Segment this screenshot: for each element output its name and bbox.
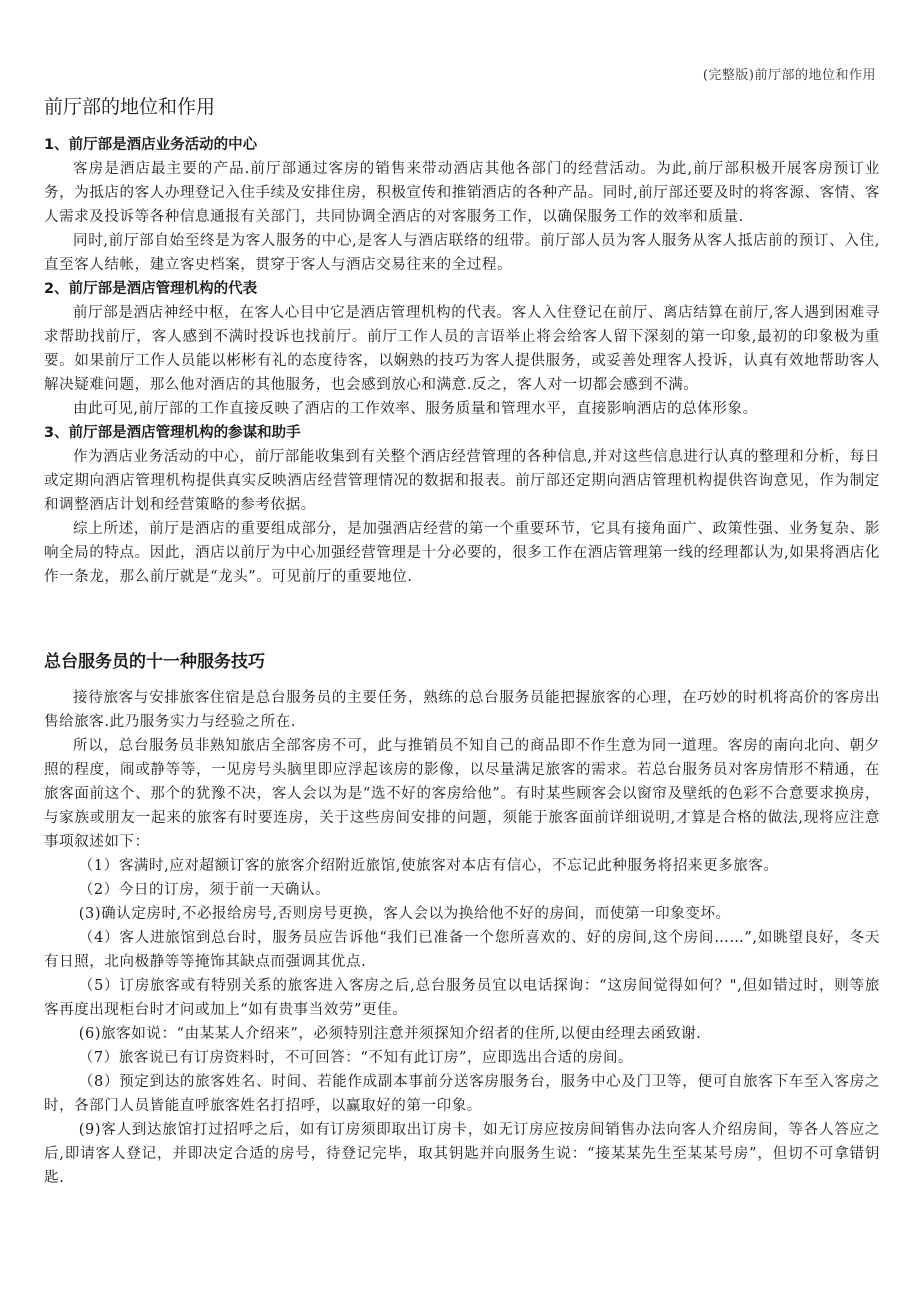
paragraph: 客房是酒店最主要的产品.前厅部通过客房的销售来带动酒店其他各部门的经营活动。为此,前厅部积极开展客房预订业务，为抵店的客人办理登记入住手续及安排住房，积极宣传和推销酒店的各种产品。同时,前厅部还要及时的将客源、客情、客人需求及投诉等各种信息通报有关部门，共同协调全酒店的对客服务工作，以确保服务工作的效率和质量. [44, 161, 880, 225]
section-2 [44, 277, 880, 421]
list-item: （2）今日的订房，须于前一天确认。 [78, 882, 331, 898]
paragraph: 同时,前厅部自始至终是为客人服务的中心,是客人与酒店联络的纽带。前厅部人员为客人服务从客人抵店前的预订、入住,直至客人结帐，建立客史档案，贯穿于客人与酒店交易往来的全过程。 [44, 233, 880, 273]
list-item: （7）旅客说已有订房资料时，不可回答：“不知有此订房”，应即选出合适的房间。 [78, 1050, 634, 1066]
list-item: （1）客满时,应对超额订客的旅客介绍附近旅馆,使旅客对本店有信心，不忘记此种服务将招来更多旅客。 [78, 858, 779, 874]
section-heading: 3、前厅部是酒店管理机构的参谋和助手 [44, 425, 301, 441]
list-item: （8）预定到达的旅客姓名、时间、若能作成副本事前分送客房服务台，服务中心及门卫等，便可自旅客下车至入客房之时，各部门人员皆能直呼旅客姓名打招呼，以赢取好的第一印象。 [44, 1074, 880, 1114]
document-body [44, 92, 880, 1190]
paragraph: 综上所述，前厅是酒店的重要组成部分，是加强酒店经营的第一个重要环节，它具有接角面广、政策性强、业务复杂、影响全局的特点。因此，酒店以前厅为中心加强经营管理是十分必要的，很多工作在酒店管理第一线的经理都认为,如果将酒店化作一条龙，那么前厅就是“龙头”。可见前厅的重要地位. [44, 521, 880, 585]
page-header: (完整版)前厅部的地位和作用 [702, 68, 876, 83]
section-heading: 1、前厅部是酒店业务活动的中心 [44, 137, 258, 153]
list-item: (6)旅客如说：“由某某人介绍来”，必须特别注意并须探知介绍者的住所,以便由经理去函致谢. [78, 1026, 702, 1042]
list-item: (9)客人到达旅馆打过招呼之后，如有订房须即取出订房卡，如无订房应按房间销售办法向客人介绍房间，等各人答应之后,即请客人登记，并即决定合适的房号，待登记完毕，取其钥匙并向服务生说：“接某某先生至某某号房”，但切不可拿错钥匙. [44, 1122, 880, 1186]
section-title-service-skills: 总台服务员的十一种服务技巧 [44, 652, 265, 672]
service-skills-section [44, 686, 880, 1190]
paragraph: 作为酒店业务活动的中心，前厅部能收集到有关整个酒店经营管理的各种信息,并对这些信息进行认真的整理和分析，每日或定期向酒店管理机构提供真实反映酒店经营管理情况的数据和报表。前厅部还定期向酒店管理机构提供咨询意见，作为制定和调整酒店计划和经营策略的参考依据。 [44, 449, 880, 513]
list-item: （5）订房旅客或有特别关系的旅客进入客房之后,总台服务员宜以电话探询：“这房间觉得如何？",但如错过时，则等旅客再度出现柜台时才问或加上“如有贵事当效劳”更佳。 [44, 978, 880, 1018]
document-title: 前厅部的地位和作用 [44, 96, 216, 118]
section-heading: 2、前厅部是酒店管理机构的代表 [44, 281, 258, 297]
paragraph: 由此可见,前厅部的工作直接反映了酒店的工作效率、服务质量和管理水平，直接影响酒店的总体形象。 [73, 401, 758, 417]
paragraph: 所以，总台服务员非熟知旅店全部客房不可，此与推销员不知自己的商品即不作生意为同一道理。客房的南向北向、朝夕照的程度，闹或静等等，一见房号头脑里即应浮起该房的影像，以尽量满足旅客的需求。若总台服务员对客房情形不精通，在旅客面前这个、那个的犹豫不决，客人会以为是“选不好的客房给他”。有时某些顾客会以窗帘及壁纸的色彩不合意要求换房，与家族或朋友一起来的旅客有时要连房，关于这些房间安排的问题，须能于旅客面前详细说明,才算是合格的做法,现将应注意事项叙述如下： [44, 738, 880, 850]
list-item: （4）客人进旅馆到总台时，服务员应告诉他“我们已准备一个您所喜欢的、好的房间,这个房间……”,如眺望良好，冬天有日照，北向极静等等掩饰其缺点而强调其优点. [44, 930, 880, 970]
paragraph: 接待旅客与安排旅客住宿是总台服务员的主要任务，熟练的总台服务员能把握旅客的心理，在巧妙的时机将高价的客房出售给旅客.此乃服务实力与经验之所在. [44, 690, 880, 730]
section-3 [44, 421, 880, 589]
list-item: (3)确认定房时,不必报给房号,否则房号更换，客人会以为换给他不好的房间，而使第一印象变坏。 [78, 906, 731, 922]
paragraph: 前厅部是酒店神经中枢，在客人心目中它是酒店管理机构的代表。客人入住登记在前厅、离店结算在前厅,客人遇到困难寻求帮助找前厅，客人感到不满时投诉也找前厅。前厅工作人员的言语举止将会给客人留下深刻的第一印象,最初的印象极为重要。如果前厅工作人员能以彬彬有礼的态度待客，以娴熟的技巧为客人提供服务，或妥善处理客人投诉，认真有效地帮助客人解决疑难问题，那么他对酒店的其他服务，也会感到放心和满意.反之，客人对一切都会感到不满。 [44, 305, 880, 393]
section-1 [44, 133, 880, 277]
